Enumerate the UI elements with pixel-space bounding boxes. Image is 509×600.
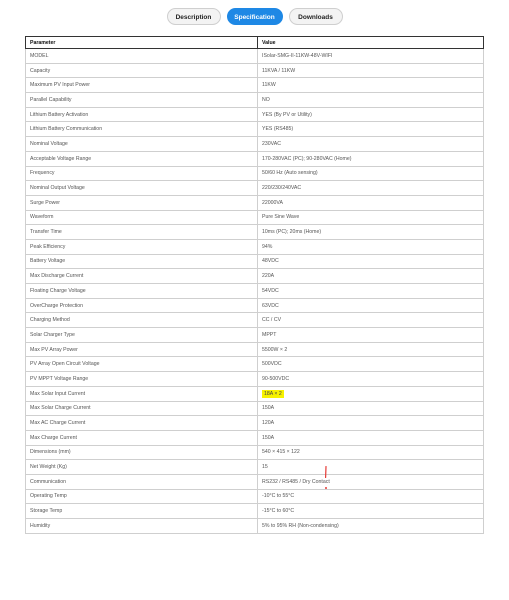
parameter-cell: Humidity	[26, 519, 258, 534]
table-body	[26, 49, 484, 534]
table-row	[26, 416, 484, 431]
table-row	[26, 460, 484, 475]
table-row	[26, 210, 484, 225]
value-cell: 500VDC	[258, 357, 484, 372]
parameter-cell: Lithium Battery Activation	[26, 107, 258, 122]
parameter-cell: Max Discharge Current	[26, 269, 258, 284]
value-cell: 10ms (PC); 20ms (Home)	[258, 225, 484, 240]
table-row	[26, 107, 484, 122]
parameter-cell: Max Solar Charge Current	[26, 401, 258, 416]
table-row	[26, 49, 484, 64]
parameter-cell: Max AC Charge Current	[26, 416, 258, 431]
value-cell: 15	[258, 460, 484, 475]
table-row	[26, 195, 484, 210]
table-row	[26, 445, 484, 460]
parameter-cell: Storage Temp	[26, 504, 258, 519]
parameter-cell: MODEL	[26, 49, 258, 64]
table-row	[26, 239, 484, 254]
table-row	[26, 401, 484, 416]
table-row	[26, 63, 484, 78]
value-cell: 54VDC	[258, 284, 484, 299]
value-cell: 150A	[258, 430, 484, 445]
table-row	[26, 372, 484, 387]
highlighted-value: 18A × 2	[264, 390, 282, 397]
parameter-cell: Operating Temp	[26, 489, 258, 504]
parameter-cell: Max PV Array Power	[26, 342, 258, 357]
table-row	[26, 181, 484, 196]
value-cell: 230VAC	[258, 137, 484, 152]
column-header-value: Value	[258, 37, 484, 49]
parameter-cell: Solar Charger Type	[26, 328, 258, 343]
parameter-cell: Lithium Battery Communication	[26, 122, 258, 137]
parameter-cell: Nominal Voltage	[26, 137, 258, 152]
table-row	[26, 342, 484, 357]
value-cell: NO	[258, 93, 484, 108]
parameter-cell: Transfer Time	[26, 225, 258, 240]
table-row	[26, 474, 484, 489]
value-cell: 540 × 415 × 122	[258, 445, 484, 460]
parameter-cell: Frequency	[26, 166, 258, 181]
specification-table	[25, 36, 484, 534]
parameter-cell: Acceptable Voltage Range	[26, 151, 258, 166]
tab-specification[interactable]: Specification	[227, 8, 283, 25]
value-cell: YES (By PV or Utility)	[258, 107, 484, 122]
table-header-row	[26, 37, 484, 49]
parameter-cell: Maximum PV Input Power	[26, 78, 258, 93]
parameter-cell: Waveform	[26, 210, 258, 225]
value-cell: 63VDC	[258, 298, 484, 313]
value-cell: 220A	[258, 269, 484, 284]
table-row	[26, 254, 484, 269]
parameter-cell: PV Array Open Circuit Voltage	[26, 357, 258, 372]
red-pen-annotation	[323, 466, 329, 478]
table-row	[26, 489, 484, 504]
value-cell: 11KW	[258, 78, 484, 93]
parameter-cell: Peak Efficiency	[26, 239, 258, 254]
table-row	[26, 504, 484, 519]
value-cell: ISolar-SMG-II-11KW-48V-WIFI	[258, 49, 484, 64]
value-cell: -15°C to 60°C	[258, 504, 484, 519]
parameter-cell: PV MPPT Voltage Range	[26, 372, 258, 387]
red-dot-annotation	[325, 487, 327, 489]
table-row	[26, 328, 484, 343]
value-cell: 120A	[258, 416, 484, 431]
column-header-parameter: Parameter	[26, 37, 258, 49]
value-cell: -10°C to 55°C	[258, 489, 484, 504]
value-cell: 220/230/240VAC	[258, 181, 484, 196]
table-row	[26, 269, 484, 284]
value-cell: 150A	[258, 401, 484, 416]
table-row	[26, 137, 484, 152]
table-row	[26, 78, 484, 93]
value-cell: 22000VA	[258, 195, 484, 210]
table-row	[26, 313, 484, 328]
table-row	[26, 357, 484, 372]
table-row	[26, 430, 484, 445]
table-row	[26, 298, 484, 313]
table-row	[26, 166, 484, 181]
table-row	[26, 386, 484, 401]
value-cell: 94%	[258, 239, 484, 254]
value-cell: YES (RS485)	[258, 122, 484, 137]
value-cell: 50/60 Hz (Auto sensing)	[258, 166, 484, 181]
table-row	[26, 284, 484, 299]
table-row	[26, 519, 484, 534]
tab-bar	[0, 8, 509, 25]
table-row	[26, 93, 484, 108]
value-cell: 48VDC	[258, 254, 484, 269]
value-cell	[258, 386, 484, 401]
value-cell: 5500W × 2	[258, 342, 484, 357]
parameter-cell: Parallel Capability	[26, 93, 258, 108]
value-cell: 11KVA / 11KW	[258, 63, 484, 78]
value-cell: 90-500VDC	[258, 372, 484, 387]
value-cell: RS232 / RS485 / Dry Contact	[258, 474, 484, 489]
parameter-cell: OverCharge Protection	[26, 298, 258, 313]
parameter-cell: Max Solar Input Current	[26, 386, 258, 401]
table-row	[26, 122, 484, 137]
parameter-cell: Dimensions (mm)	[26, 445, 258, 460]
parameter-cell: Charging Method	[26, 313, 258, 328]
value-cell: 170-280VAC (PC); 90-280VAC (Home)	[258, 151, 484, 166]
tab-downloads[interactable]: Downloads	[289, 8, 343, 25]
tab-description[interactable]: Description	[167, 8, 221, 25]
parameter-cell: Net Weight (Kg)	[26, 460, 258, 475]
value-cell: Pure Sine Wave	[258, 210, 484, 225]
table-row	[26, 225, 484, 240]
parameter-cell: Battery Voltage	[26, 254, 258, 269]
parameter-cell: Communication	[26, 474, 258, 489]
value-cell: CC / CV	[258, 313, 484, 328]
parameter-cell: Nominal Output Voltage	[26, 181, 258, 196]
parameter-cell: Floating Charge Voltage	[26, 284, 258, 299]
value-cell: MPPT	[258, 328, 484, 343]
value-cell: 5% to 95% RH (Non-condensing)	[258, 519, 484, 534]
table-row	[26, 151, 484, 166]
parameter-cell: Surge Power	[26, 195, 258, 210]
parameter-cell: Capacity	[26, 63, 258, 78]
parameter-cell: Max Charge Current	[26, 430, 258, 445]
